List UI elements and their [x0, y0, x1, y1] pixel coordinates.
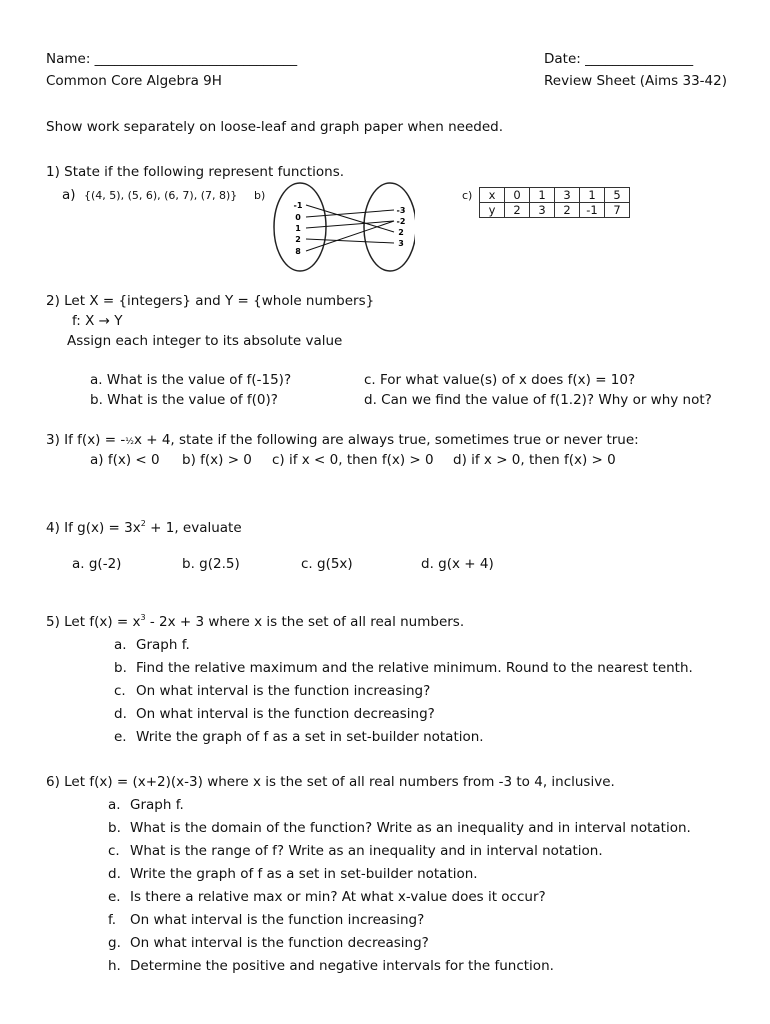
q4-a: a. g(-2) [72, 556, 122, 572]
mapping-arrow [306, 210, 394, 217]
q5-prompt [46, 613, 464, 631]
q1-a-set: {(4, 5), (5, 6), (6, 7), (7, 8)} [84, 189, 238, 202]
table-cell: 0 [505, 188, 530, 203]
range-oval [364, 183, 415, 271]
mapping-arrow [306, 221, 394, 251]
name-line: Name: ______________________________ [46, 51, 298, 67]
table-cell: 2 [505, 203, 530, 218]
q1-b-label: b) [254, 189, 266, 202]
domain-value: 1 [295, 224, 301, 233]
domain-value: -1 [293, 201, 303, 210]
q4-d: d. g(x + 4) [421, 556, 494, 572]
q1-a-label: a) [62, 187, 76, 203]
q2-line1: 2) Let X = {integers} and Y = {whole numbers} [46, 293, 375, 309]
q2-d: d. Can we find the value of f(1.2)? Why or why not? [364, 392, 712, 408]
table-row [480, 203, 630, 218]
range-value: -3 [396, 206, 406, 215]
xy-table [479, 187, 630, 218]
mapping-arrow [306, 221, 394, 228]
range-value: 3 [398, 239, 404, 248]
sheet-title: Review Sheet (Aims 33-42) [544, 73, 728, 89]
q3-prompt [46, 431, 639, 451]
domain-value: 2 [295, 235, 301, 244]
q2-b: b. What is the value of f(0)? [90, 392, 278, 408]
table-cell: 5 [605, 188, 630, 203]
table-cell: 1 [580, 188, 605, 203]
table-cell: 7 [605, 203, 630, 218]
q3-d: d) if x > 0, then f(x) > 0 [453, 452, 616, 468]
q5-prompt-end: - 2x + 3 where x is the set of all real numbers. [145, 614, 465, 630]
table-cell: 3 [555, 188, 580, 203]
mapping-arrow [306, 239, 394, 243]
q5-exponent: 3 [140, 612, 146, 622]
domain-value: 8 [295, 247, 301, 256]
q1-c-label: c) [462, 189, 473, 202]
q4-prompt [46, 519, 242, 537]
mapping-arrow [306, 205, 394, 232]
q6-prompt: 6) Let f(x) = (x+2)(x-3) where x is the set of all real numbers from -3 to 4, inclusive. [46, 774, 615, 790]
table-cell: 2 [555, 203, 580, 218]
q1-prompt: 1) State if the following represent functions. [46, 164, 345, 180]
q2-c: c. For what value(s) of x does f(x) = 10? [364, 372, 636, 388]
table-row [480, 188, 630, 203]
q2-a: a. What is the value of f(-15)? [90, 372, 292, 388]
instructions: Show work separately on loose-leaf and graph paper when needed. [46, 119, 503, 135]
date-line: Date: ________________ [544, 51, 694, 67]
table-cell: 1 [530, 188, 555, 203]
q2-line2: f: X → Y [72, 313, 123, 329]
range-value: 2 [398, 228, 404, 237]
table-cell: 3 [530, 203, 555, 218]
table-header-y: y [480, 203, 505, 218]
q4-prompt-end: + 1, evaluate [145, 520, 242, 536]
q3-fraction: ½ [125, 437, 134, 447]
table-header-x: x [480, 188, 505, 203]
mapping-diagram [270, 180, 415, 275]
q3-c: c) if x < 0, then f(x) > 0 [272, 452, 434, 468]
domain-value: 0 [295, 213, 301, 222]
q3-prompt-start: 3) If f(x) = - [46, 432, 126, 448]
q4-c: c. g(5x) [301, 556, 353, 572]
q4-b: b. g(2.5) [182, 556, 240, 572]
range-value: -2 [396, 217, 406, 226]
q3-b: b) f(x) > 0 [182, 452, 252, 468]
table-cell: -1 [580, 203, 605, 218]
q3-prompt-end: x + 4, state if the following are always true, sometimes true or never true: [133, 432, 639, 448]
q4-prompt-start: 4) If g(x) = 3x [46, 520, 141, 536]
q5-prompt-start: 5) Let f(x) = x [46, 614, 141, 630]
q3-a: a) f(x) < 0 [90, 452, 160, 468]
q4-exponent: 2 [140, 518, 146, 528]
course-title: Common Core Algebra 9H [46, 73, 222, 89]
q2-line3: Assign each integer to its absolute value [67, 333, 343, 349]
